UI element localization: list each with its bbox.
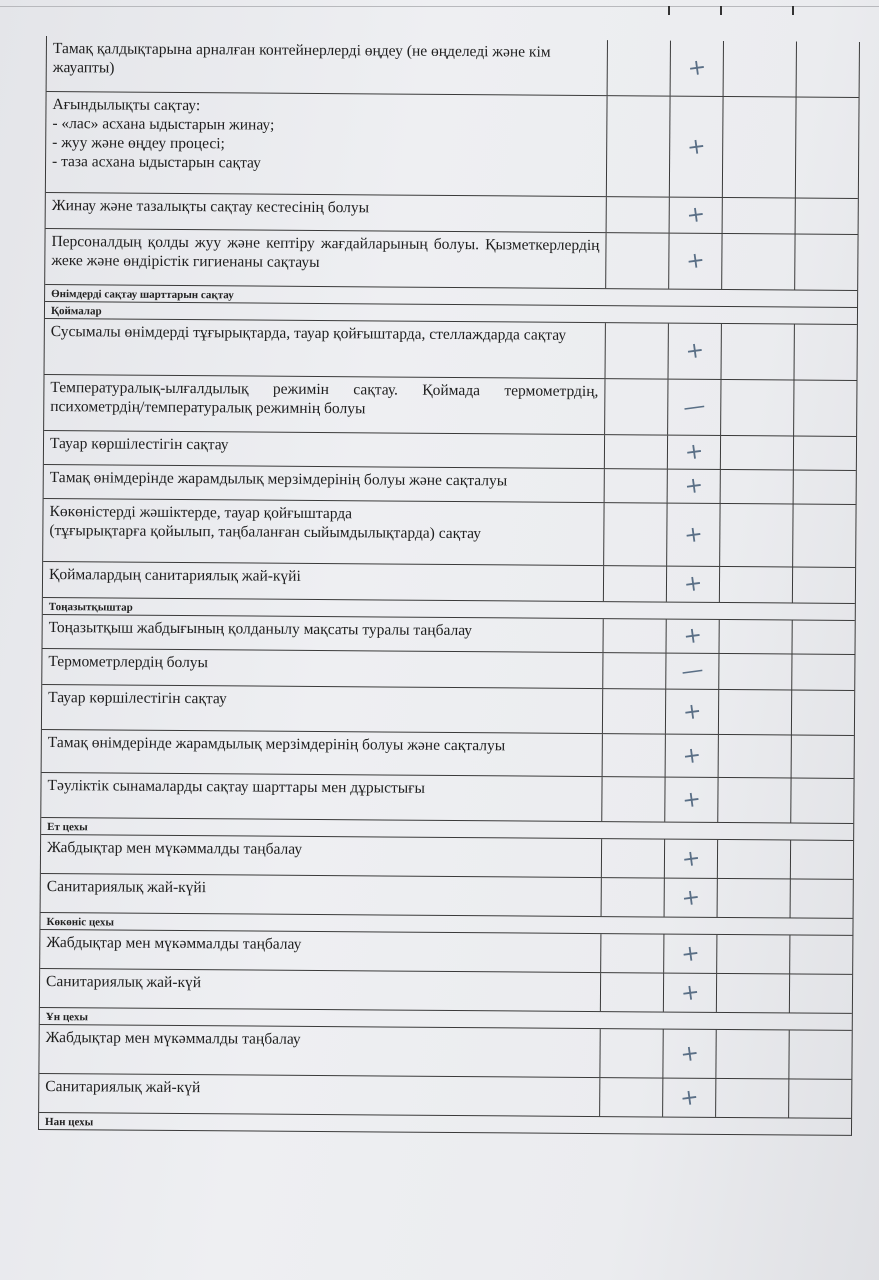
empty-cell bbox=[605, 233, 668, 288]
mark-cell bbox=[669, 198, 722, 233]
empty-cell bbox=[715, 1030, 788, 1079]
column-tick bbox=[792, 6, 794, 15]
empty-cell bbox=[719, 567, 792, 603]
table-row bbox=[42, 730, 854, 779]
empty-cell bbox=[791, 690, 854, 734]
empty-cell bbox=[791, 654, 854, 689]
criterion-text: Санитариялық жай-күйі bbox=[46, 878, 207, 897]
empty-cell bbox=[717, 879, 790, 918]
section-header: Көкөніс цехы bbox=[40, 913, 852, 936]
empty-cell bbox=[716, 935, 789, 974]
empty-cell bbox=[795, 97, 859, 197]
table-row bbox=[46, 92, 859, 199]
empty-cell bbox=[722, 97, 796, 198]
criterion-text: Қоймалардың санитариялық жай-күйі bbox=[48, 566, 301, 585]
table-row bbox=[47, 36, 859, 98]
mark-cell bbox=[666, 504, 719, 566]
empty-cell bbox=[791, 735, 854, 777]
handwritten-mark: + bbox=[685, 54, 708, 82]
empty-cell bbox=[600, 973, 663, 1011]
top-edge-line bbox=[0, 6, 879, 7]
empty-cell bbox=[720, 470, 793, 504]
empty-cell bbox=[605, 323, 668, 378]
empty-cell bbox=[792, 567, 855, 602]
empty-cell bbox=[718, 654, 791, 690]
empty-cell bbox=[720, 380, 793, 436]
mark-cell bbox=[667, 470, 720, 503]
empty-cell bbox=[599, 1029, 662, 1077]
empty-cell bbox=[717, 778, 790, 823]
empty-cell bbox=[603, 566, 666, 601]
handwritten-mark: + bbox=[682, 472, 705, 500]
empty-cell bbox=[789, 974, 852, 1012]
handwritten-mark: + bbox=[679, 940, 702, 968]
empty-cell bbox=[788, 1030, 851, 1078]
empty-cell bbox=[717, 840, 790, 879]
criterion-text: Персоналдың қолды жуу және кептіру жағдайларының болуы. Қызметкерлердің жеке және өндірістік гигиенаны сақтауы bbox=[51, 233, 600, 272]
empty-cell bbox=[793, 380, 856, 435]
table-row bbox=[40, 930, 852, 975]
criterion-text: Термометрлердің болуы bbox=[48, 653, 209, 672]
criterion-text: Тамақ өнімдерінде жарамдылық мерзімдерінің болуы және сақталуы bbox=[47, 734, 506, 755]
section-header: Тоңазытқыштар bbox=[43, 598, 855, 621]
mark-cell bbox=[667, 436, 720, 469]
handwritten-mark: + bbox=[682, 521, 705, 549]
empty-cell bbox=[601, 839, 664, 877]
mark-cell bbox=[665, 654, 718, 689]
empty-cell bbox=[791, 620, 854, 653]
table-row bbox=[42, 649, 854, 691]
criterion-text: Жабдықтар мен мүкәммалды таңбалау bbox=[46, 934, 302, 953]
criterion-text: Жабдықтар мен мүкәммалды таңбалау bbox=[46, 839, 303, 858]
empty-cell bbox=[719, 504, 792, 567]
criterion-text: Сусымалы өнімдерді тұғырықтарда, тауар қойғыштарда, стеллаждарда сақтау bbox=[50, 323, 567, 344]
mark-cell bbox=[665, 690, 718, 734]
empty-cell bbox=[607, 40, 670, 95]
handwritten-mark: + bbox=[680, 845, 702, 873]
handwritten-mark: + bbox=[678, 1084, 701, 1112]
mark-cell bbox=[663, 974, 716, 1012]
mark-cell bbox=[662, 1030, 715, 1078]
table-row bbox=[41, 835, 853, 880]
criterion-text: Санитариялық жай-күй bbox=[46, 973, 202, 992]
table-row bbox=[41, 773, 853, 824]
criterion-text: Тәуліктік сынамаларды сақтау шарттары мен дұрыстығы bbox=[47, 777, 426, 797]
empty-cell bbox=[794, 324, 857, 379]
empty-cell bbox=[604, 469, 667, 502]
column-tick bbox=[668, 6, 670, 15]
table-row bbox=[45, 319, 857, 381]
handwritten-mark: + bbox=[679, 884, 702, 912]
empty-cell bbox=[721, 234, 794, 290]
table-row bbox=[45, 229, 857, 291]
criterion-text: Тамақ өнімдерінде жарамдылық мерзімдерінің болуы және сақталуы bbox=[49, 469, 508, 490]
table-row bbox=[43, 562, 855, 604]
empty-cell bbox=[602, 734, 665, 776]
handwritten-mark: + bbox=[682, 570, 704, 598]
handwritten-mark: — bbox=[681, 393, 707, 422]
mark-cell bbox=[664, 840, 717, 878]
section-header: Өнімдерді сақтау шарттарын сақтау bbox=[45, 285, 857, 308]
empty-cell bbox=[795, 198, 858, 233]
empty-cell bbox=[794, 234, 857, 289]
handwritten-mark: + bbox=[678, 1040, 701, 1068]
handwritten-mark: — bbox=[679, 657, 705, 686]
mark-cell bbox=[664, 778, 717, 822]
criterion-text: Температуралық-ылғалдылық режимін сақтау. Қоймада термометрдің, психометрдің/температуралық режимнің болуы bbox=[50, 379, 599, 418]
mark-cell bbox=[662, 1079, 715, 1117]
table-row bbox=[43, 499, 855, 568]
empty-cell bbox=[716, 974, 789, 1013]
empty-cell bbox=[723, 41, 796, 97]
empty-cell bbox=[790, 840, 853, 878]
mark-cell bbox=[670, 41, 723, 96]
section-header: Ет цехы bbox=[41, 818, 853, 841]
criterion-text: Ағындылықты сақтау: - «лас» асхана ыдыстарын жинау; - жуу және өңдеу процесі; - таза асхана ыдыстарын сақтау bbox=[52, 96, 275, 172]
empty-cell bbox=[601, 878, 664, 916]
empty-cell bbox=[601, 777, 664, 821]
handwritten-mark: + bbox=[681, 698, 703, 726]
empty-cell bbox=[722, 198, 795, 234]
empty-cell bbox=[600, 934, 663, 972]
mark-cell bbox=[664, 879, 717, 917]
empty-cell bbox=[789, 935, 852, 973]
empty-cell bbox=[715, 1079, 788, 1118]
handwritten-mark: + bbox=[680, 742, 703, 770]
section-header: Нан цехы bbox=[39, 1113, 851, 1136]
handwritten-mark: + bbox=[681, 622, 704, 650]
table-row bbox=[41, 874, 853, 919]
mark-cell bbox=[665, 620, 718, 653]
empty-cell bbox=[718, 620, 791, 654]
table-row bbox=[39, 1074, 851, 1119]
empty-cell bbox=[599, 1078, 662, 1116]
criterion-text: Тоңазытқыш жабдығының қолданылу мақсаты туралы таңбалау bbox=[48, 619, 473, 640]
empty-cell bbox=[793, 436, 856, 469]
mark-cell bbox=[665, 735, 718, 777]
handwritten-mark: + bbox=[683, 337, 706, 365]
empty-cell bbox=[603, 503, 666, 565]
criterion-text: Жабдықтар мен мүкәммалды таңбалау bbox=[45, 1029, 301, 1048]
handwritten-mark: + bbox=[684, 201, 707, 229]
mark-cell bbox=[667, 380, 720, 435]
empty-cell bbox=[602, 619, 665, 652]
empty-cell bbox=[792, 504, 855, 566]
empty-cell bbox=[604, 435, 667, 468]
criterion-text: Көкөністерді жәшіктерде, тауар қойғыштарда (тұғырықтарға қойылып, таңбаланған сыйымдылықтарда) сақтау bbox=[49, 503, 482, 543]
empty-cell bbox=[720, 436, 793, 470]
section-header: Қоймалар bbox=[45, 302, 857, 325]
empty-cell bbox=[788, 1079, 851, 1117]
mark-cell bbox=[663, 935, 716, 973]
empty-cell bbox=[718, 690, 791, 735]
empty-cell bbox=[604, 379, 667, 434]
mark-cell bbox=[668, 234, 721, 289]
mark-cell bbox=[668, 324, 721, 379]
empty-cell bbox=[796, 41, 859, 96]
empty-cell bbox=[602, 653, 665, 688]
section-header: Ұн цехы bbox=[40, 1008, 852, 1031]
table-row bbox=[46, 193, 858, 235]
criterion-text: Тамақ қалдықтарына арналған контейнерлерді өңдеу (не өңделеді және кім жауапты) bbox=[52, 40, 551, 77]
criterion-text: Санитариялық жай-күй bbox=[45, 1078, 201, 1097]
table-row bbox=[44, 375, 856, 437]
empty-cell bbox=[602, 689, 665, 733]
handwritten-mark: + bbox=[679, 979, 701, 1007]
criterion-text: Тауар көршілестігін сақтау bbox=[48, 689, 227, 708]
criterion-text: Тауар көршілестігін сақтау bbox=[49, 435, 229, 454]
table-row bbox=[42, 685, 854, 736]
empty-cell bbox=[790, 879, 853, 917]
mark-cell bbox=[666, 567, 719, 602]
mark-cell bbox=[669, 97, 723, 197]
handwritten-mark: + bbox=[685, 133, 707, 161]
table-row bbox=[40, 969, 852, 1014]
empty-cell bbox=[793, 470, 856, 503]
table-row bbox=[39, 1025, 851, 1080]
empty-cell bbox=[718, 735, 791, 778]
handwritten-mark: + bbox=[680, 786, 703, 814]
handwritten-mark: + bbox=[684, 247, 707, 275]
empty-cell bbox=[790, 778, 853, 822]
handwritten-mark: + bbox=[683, 438, 705, 466]
checklist-table bbox=[38, 36, 860, 1136]
empty-cell bbox=[606, 197, 669, 232]
empty-cell bbox=[606, 96, 670, 196]
column-tick bbox=[720, 6, 722, 15]
criterion-text: Жинау және тазалықты сақтау кестесінің болуы bbox=[51, 197, 370, 217]
empty-cell bbox=[721, 324, 794, 380]
